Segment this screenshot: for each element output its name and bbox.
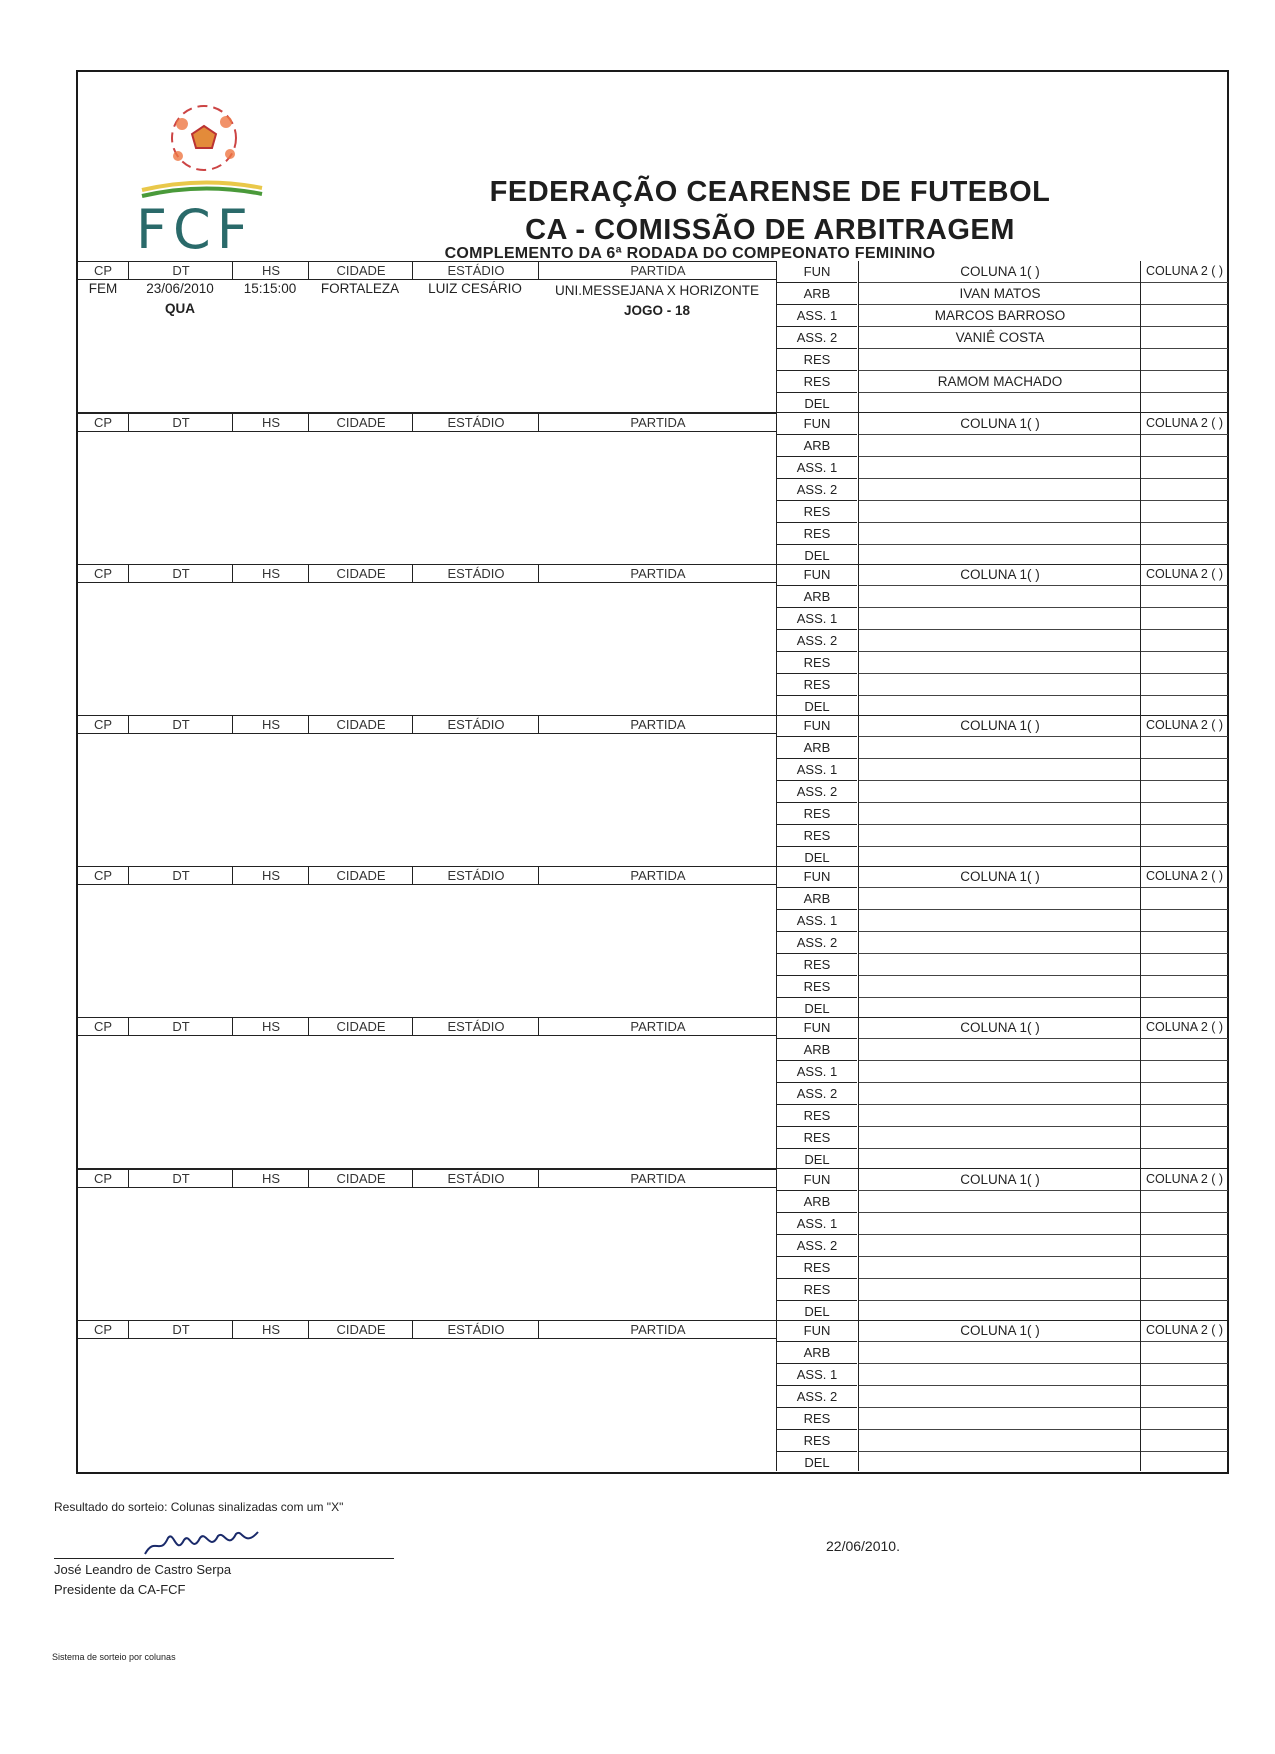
- column-2-cell: [1141, 608, 1228, 630]
- role-column: [777, 261, 857, 414]
- col-header-estadio: ESTÁDIO: [412, 1169, 539, 1188]
- role-label: ARB: [777, 1342, 857, 1364]
- column-2: [1140, 413, 1228, 564]
- game-block: [78, 1169, 1227, 1320]
- game-jogo: JOGO - 18: [623, 303, 691, 318]
- column-2-cell: [1141, 825, 1228, 847]
- role-label: ASS. 1: [777, 305, 857, 327]
- col-header-cidade: CIDADE: [308, 1017, 413, 1036]
- role-label: ASS. 2: [777, 327, 857, 349]
- col-header-partida: PARTIDA: [538, 261, 777, 280]
- system-note: Sistema de sorteio por colunas: [52, 1652, 176, 1662]
- col-header-cidade: CIDADE: [308, 261, 413, 280]
- column-2-cell: [1141, 1061, 1228, 1083]
- game-block: [78, 1017, 1227, 1168]
- col-header-partida: PARTIDA: [538, 1017, 777, 1036]
- column-2-cell: [1141, 371, 1228, 393]
- column-1: [858, 1169, 1141, 1320]
- role-label: ASS. 2: [777, 932, 857, 954]
- column-1-header[interactable]: COLUNA 1( ): [859, 413, 1141, 435]
- column-1-header[interactable]: COLUNA 1( ): [859, 866, 1141, 888]
- col-header-partida: PARTIDA: [538, 1320, 777, 1339]
- column-2-cell: [1141, 1235, 1228, 1257]
- col-header-hs: HS: [232, 413, 309, 432]
- column-1-cell: [859, 545, 1141, 566]
- role-label: ARB: [777, 586, 857, 608]
- column-1-cell: [859, 349, 1141, 371]
- column-2-cell: [1141, 1127, 1228, 1149]
- col-header-estadio: ESTÁDIO: [412, 413, 539, 432]
- col-header-dt: DT: [128, 1017, 233, 1036]
- col-header-hs: HS: [232, 1169, 309, 1188]
- col-header-cp: CP: [78, 866, 128, 885]
- role-label: RES: [777, 1127, 857, 1149]
- role-label: ASS. 1: [777, 1061, 857, 1083]
- column-1-cell: [859, 1039, 1141, 1061]
- column-1-cell: [859, 1127, 1141, 1149]
- column-1-cell: [859, 586, 1141, 608]
- column-2-header[interactable]: COLUNA 2 ( ): [1141, 866, 1228, 888]
- column-2: [1140, 1169, 1228, 1320]
- column-1-cell: [859, 630, 1141, 652]
- column-1-cell: IVAN MATOS: [859, 283, 1141, 305]
- column-1-header[interactable]: COLUNA 1( ): [859, 1017, 1141, 1039]
- game-partida: UNI.MESSEJANA X HORIZONTE: [554, 283, 760, 298]
- column-2-cell: [1141, 630, 1228, 652]
- column-2: [1140, 564, 1228, 715]
- role-column: [777, 1017, 857, 1170]
- fcf-logo: [122, 98, 282, 270]
- header-underline: [78, 1338, 776, 1339]
- column-2-cell: [1141, 1149, 1228, 1170]
- issue-date: 22/06/2010.: [826, 1538, 900, 1554]
- col-header-estadio: ESTÁDIO: [412, 1320, 539, 1339]
- column-1-cell: [859, 608, 1141, 630]
- col-header-dt: DT: [128, 715, 233, 734]
- col-header-partida: PARTIDA: [538, 1169, 777, 1188]
- col-header-hs: HS: [232, 715, 309, 734]
- game-estadio: LUIZ CESÁRIO: [428, 281, 522, 296]
- result-note: Resultado do sorteio: Colunas sinalizadas com um "X": [54, 1500, 344, 1514]
- game-block: [78, 866, 1227, 1017]
- role-label: RES: [777, 652, 857, 674]
- col-header-hs: HS: [232, 1320, 309, 1339]
- col-header-cidade: CIDADE: [308, 1320, 413, 1339]
- org-title: FEDERAÇÃO CEARENSE DE FUTEBOL: [489, 176, 1051, 208]
- role-label: RES: [777, 803, 857, 825]
- role-label: RES: [777, 825, 857, 847]
- role-column: [777, 564, 857, 717]
- game-cidade: FORTALEZA: [320, 281, 400, 296]
- column-1: [858, 1017, 1141, 1168]
- column-2-cell: [1141, 803, 1228, 825]
- role-label: DEL: [804, 396, 830, 411]
- logo-text: FCF: [136, 198, 254, 261]
- column-1-cell: [859, 825, 1141, 847]
- column-1-cell: [859, 479, 1141, 501]
- column-1-cell: [859, 1191, 1141, 1213]
- col-header-dt: DT: [128, 261, 233, 280]
- column-2-header[interactable]: COLUNA 2 ( ): [1141, 564, 1228, 586]
- column-2-cell: [1141, 479, 1228, 501]
- column-1-cell: VANIÊ COSTA: [859, 327, 1141, 349]
- column-2-cell: [1141, 847, 1228, 868]
- column-2-cell: [1141, 1083, 1228, 1105]
- role-label: RES: [777, 1257, 857, 1279]
- header-underline: [78, 431, 776, 432]
- col-header-estadio: ESTÁDIO: [412, 564, 539, 583]
- column-2-cell: [1141, 1342, 1228, 1364]
- column-2-cell: [1141, 932, 1228, 954]
- role-label: ASS. 1: [777, 1364, 857, 1386]
- column-1-cell: [859, 1235, 1141, 1257]
- column-1-header[interactable]: COLUNA 1( ): [859, 261, 1141, 283]
- column-2-cell: [1141, 696, 1228, 717]
- round-subtitle: COMPLEMENTO DA 6ª RODADA DO COMPEONATO FEMININO: [444, 245, 936, 262]
- role-label: RES: [777, 1430, 857, 1452]
- game-block: [78, 261, 1227, 412]
- role-label: ASS. 2: [777, 630, 857, 652]
- column-2-cell: [1141, 435, 1228, 457]
- game-block: [78, 413, 1227, 564]
- column-1-cell: [859, 781, 1141, 803]
- role-label: DEL: [804, 1304, 830, 1319]
- col-header-partida: PARTIDA: [538, 866, 777, 885]
- game-cp: FEM: [88, 281, 118, 296]
- column-1-cell: [859, 1105, 1141, 1127]
- role-label: FUN: [777, 1017, 857, 1039]
- role-label: FUN: [777, 564, 857, 586]
- col-header-partida: PARTIDA: [538, 715, 777, 734]
- column-1-cell: [859, 910, 1141, 932]
- col-header-estadio: ESTÁDIO: [412, 866, 539, 885]
- role-label: ASS. 1: [777, 457, 857, 479]
- game-hs: 15:15:00: [243, 281, 297, 296]
- column-1-cell: [859, 652, 1141, 674]
- column-1-cell: [859, 1257, 1141, 1279]
- column-1-cell: [859, 954, 1141, 976]
- col-header-estadio: ESTÁDIO: [412, 1017, 539, 1036]
- role-label: FUN: [777, 715, 857, 737]
- col-header-cidade: CIDADE: [308, 866, 413, 885]
- column-1-cell: [859, 932, 1141, 954]
- col-header-cp: CP: [78, 1169, 128, 1188]
- role-label: RES: [777, 1279, 857, 1301]
- role-label: DEL: [804, 850, 830, 865]
- column-2-cell: [1141, 457, 1228, 479]
- col-header-cidade: CIDADE: [308, 715, 413, 734]
- role-label: ARB: [777, 888, 857, 910]
- role-label: RES: [777, 371, 857, 393]
- role-label: RES: [777, 674, 857, 696]
- role-label: DEL: [804, 1455, 830, 1470]
- column-1-header[interactable]: COLUNA 1( ): [859, 715, 1141, 737]
- column-2-cell: [1141, 1408, 1228, 1430]
- column-1-cell: [859, 1408, 1141, 1430]
- col-header-hs: HS: [232, 1017, 309, 1036]
- role-label: RES: [777, 976, 857, 998]
- column-2-header[interactable]: COLUNA 2 ( ): [1141, 1320, 1228, 1342]
- role-label: ASS. 1: [777, 759, 857, 781]
- column-2-cell: [1141, 759, 1228, 781]
- game-block: [78, 564, 1227, 715]
- role-label: ASS. 2: [777, 1235, 857, 1257]
- role-column: [777, 1169, 857, 1322]
- role-label: ARB: [777, 1039, 857, 1061]
- column-1-header[interactable]: COLUNA 1( ): [859, 1320, 1141, 1342]
- column-1-cell: [859, 674, 1141, 696]
- column-1-cell: RAMOM MACHADO: [859, 371, 1141, 393]
- column-2-cell: [1141, 1386, 1228, 1408]
- role-label: ARB: [777, 737, 857, 759]
- col-header-partida: PARTIDA: [538, 413, 777, 432]
- column-1-cell: [859, 1149, 1141, 1170]
- header-underline: [78, 884, 776, 885]
- role-label: RES: [777, 1105, 857, 1127]
- col-header-cp: CP: [78, 564, 128, 583]
- header-underline: [78, 1187, 776, 1188]
- column-1-cell: [859, 1342, 1141, 1364]
- role-label: DEL: [804, 548, 830, 563]
- col-header-cp: CP: [78, 1320, 128, 1339]
- column-2-cell: [1141, 1213, 1228, 1235]
- role-label: ASS. 2: [777, 1386, 857, 1408]
- col-header-cidade: CIDADE: [308, 1169, 413, 1188]
- column-2-cell: [1141, 1279, 1228, 1301]
- column-2: [1140, 261, 1228, 412]
- header-underline: [78, 1035, 776, 1036]
- role-label: ARB: [777, 283, 857, 305]
- column-1-cell: [859, 1452, 1141, 1473]
- column-1: [858, 261, 1141, 412]
- header-underline: [78, 582, 776, 583]
- column-2-cell: [1141, 501, 1228, 523]
- col-header-estadio: ESTÁDIO: [412, 261, 539, 280]
- col-header-cp: CP: [78, 1017, 128, 1036]
- header-underline: [78, 279, 776, 280]
- role-label: ASS. 1: [777, 608, 857, 630]
- column-1-cell: [859, 998, 1141, 1019]
- role-label: FUN: [777, 413, 857, 435]
- column-2-cell: [1141, 1301, 1228, 1322]
- role-label: FUN: [777, 866, 857, 888]
- column-1-cell: [859, 1430, 1141, 1452]
- game-block: [78, 1320, 1227, 1471]
- role-column: [777, 715, 857, 868]
- role-label: FUN: [777, 1320, 857, 1342]
- column-2-header[interactable]: COLUNA 2 ( ): [1141, 261, 1228, 283]
- column-2-cell: [1141, 1105, 1228, 1127]
- column-1-cell: [859, 847, 1141, 868]
- column-1-cell: [859, 1364, 1141, 1386]
- role-label: ASS. 1: [777, 910, 857, 932]
- col-header-dt: DT: [128, 1169, 233, 1188]
- column-1-cell: [859, 759, 1141, 781]
- column-1-cell: [859, 1386, 1141, 1408]
- game-dt: 23/06/2010: [146, 281, 214, 296]
- column-1: [858, 715, 1141, 866]
- col-header-dt: DT: [128, 564, 233, 583]
- column-2-header[interactable]: COLUNA 2 ( ): [1141, 1169, 1228, 1191]
- column-2-cell: [1141, 349, 1228, 371]
- column-2: [1140, 866, 1228, 1017]
- role-label: RES: [777, 501, 857, 523]
- col-header-dt: DT: [128, 413, 233, 432]
- role-column: [777, 866, 857, 1019]
- role-label: RES: [777, 523, 857, 545]
- role-label: DEL: [804, 1152, 830, 1167]
- role-label: ARB: [777, 435, 857, 457]
- column-1: [858, 564, 1141, 715]
- column-1-cell: [859, 457, 1141, 479]
- column-2-cell: [1141, 523, 1228, 545]
- column-2-cell: [1141, 327, 1228, 349]
- commission-title: CA - COMISSÃO DE ARBITRAGEM: [525, 214, 1015, 246]
- column-2-cell: [1141, 1257, 1228, 1279]
- column-2-cell: [1141, 283, 1228, 305]
- column-2-cell: [1141, 1039, 1228, 1061]
- column-1-cell: [859, 393, 1141, 414]
- header-underline: [78, 733, 776, 734]
- column-1: [858, 1320, 1141, 1471]
- signer-role: Presidente da CA-FCF: [54, 1582, 186, 1597]
- column-2-cell: [1141, 1430, 1228, 1452]
- column-2-cell: [1141, 976, 1228, 998]
- col-header-cp: CP: [78, 715, 128, 734]
- signer-name: José Leandro de Castro Serpa: [54, 1562, 232, 1577]
- column-1-cell: [859, 888, 1141, 910]
- role-label: RES: [777, 349, 857, 371]
- col-header-hs: HS: [232, 564, 309, 583]
- signature-icon: [140, 1526, 270, 1560]
- col-header-hs: HS: [232, 261, 309, 280]
- col-header-partida: PARTIDA: [538, 564, 777, 583]
- column-2-cell: [1141, 737, 1228, 759]
- column-2-cell: [1141, 998, 1228, 1019]
- column-2-cell: [1141, 888, 1228, 910]
- column-1-cell: [859, 737, 1141, 759]
- role-label: ASS. 2: [777, 781, 857, 803]
- role-label: FUN: [777, 1169, 857, 1191]
- col-header-cidade: CIDADE: [308, 413, 413, 432]
- role-label: DEL: [804, 1001, 830, 1016]
- col-header-cp: CP: [78, 413, 128, 432]
- column-1-cell: [859, 976, 1141, 998]
- column-1-cell: [859, 803, 1141, 825]
- column-2-cell: [1141, 393, 1228, 414]
- column-1-cell: [859, 523, 1141, 545]
- role-column: [777, 1320, 857, 1473]
- role-label: ARB: [777, 1191, 857, 1213]
- col-header-hs: HS: [232, 866, 309, 885]
- column-2: [1140, 1017, 1228, 1168]
- column-1-header[interactable]: COLUNA 1( ): [859, 1169, 1141, 1191]
- game-weekday: QUA: [165, 301, 195, 316]
- column-1-header[interactable]: COLUNA 1( ): [859, 564, 1141, 586]
- column-2-cell: [1141, 781, 1228, 803]
- column-1: [858, 413, 1141, 564]
- column-2-cell: [1141, 305, 1228, 327]
- col-header-dt: DT: [128, 1320, 233, 1339]
- column-2-cell: [1141, 586, 1228, 608]
- role-label: DEL: [804, 699, 830, 714]
- column-1-cell: [859, 435, 1141, 457]
- column-2-header[interactable]: COLUNA 2 ( ): [1141, 1017, 1228, 1039]
- role-column: [777, 413, 857, 566]
- column-1: [858, 866, 1141, 1017]
- col-header-estadio: ESTÁDIO: [412, 715, 539, 734]
- column-1-cell: [859, 1301, 1141, 1322]
- column-1-cell: [859, 1279, 1141, 1301]
- role-label: RES: [777, 954, 857, 976]
- role-label: ASS. 2: [777, 479, 857, 501]
- column-2-cell: [1141, 652, 1228, 674]
- column-2-cell: [1141, 954, 1228, 976]
- column-1-cell: [859, 1083, 1141, 1105]
- column-2-cell: [1141, 674, 1228, 696]
- column-1-cell: [859, 696, 1141, 717]
- column-2-cell: [1141, 1452, 1228, 1473]
- col-header-cp: CP: [78, 261, 128, 280]
- role-label: FUN: [777, 261, 857, 283]
- column-2-cell: [1141, 1191, 1228, 1213]
- column-1-cell: [859, 501, 1141, 523]
- column-1-cell: [859, 1213, 1141, 1235]
- col-header-cidade: CIDADE: [308, 564, 413, 583]
- role-label: ASS. 2: [777, 1083, 857, 1105]
- game-block: [78, 715, 1227, 866]
- col-header-dt: DT: [128, 866, 233, 885]
- column-1-cell: MARCOS BARROSO: [859, 305, 1141, 327]
- column-1-cell: [859, 1061, 1141, 1083]
- signature-line: [54, 1558, 394, 1559]
- column-2-header[interactable]: COLUNA 2 ( ): [1141, 715, 1228, 737]
- role-label: RES: [777, 1408, 857, 1430]
- column-2: [1140, 1320, 1228, 1471]
- role-label: ASS. 1: [777, 1213, 857, 1235]
- column-2-header[interactable]: COLUNA 2 ( ): [1141, 413, 1228, 435]
- column-2-cell: [1141, 545, 1228, 566]
- column-2-cell: [1141, 910, 1228, 932]
- column-2-cell: [1141, 1364, 1228, 1386]
- column-2: [1140, 715, 1228, 866]
